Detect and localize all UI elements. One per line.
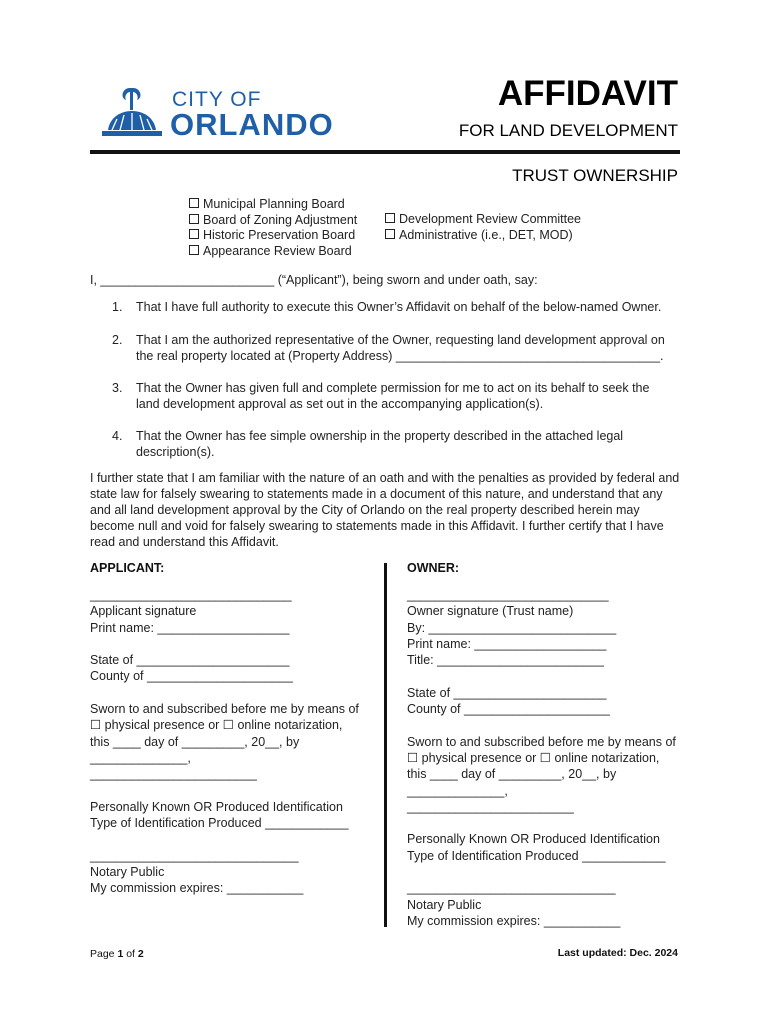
- sworn-by-line-2[interactable]: ________________________: [407, 799, 574, 814]
- notary-public-label: Notary Public: [90, 865, 165, 880]
- statement-text: That the Owner has fee simple ownership in the property described in the attached legal description(s).: [136, 429, 624, 459]
- spacer: [90, 783, 359, 799]
- board-option[interactable]: Municipal Planning Board: [189, 197, 357, 213]
- intro-statement: I, _________________________ (“Applicant”), being sworn and under oath, say:: [90, 273, 538, 287]
- notarization-options[interactable]: ☐ physical presence or ☐ online notarization,: [407, 750, 660, 765]
- sworn-by-line[interactable]: ______________,: [407, 783, 508, 798]
- board-option[interactable]: Administrative (i.e., DET, MOD): [385, 228, 581, 244]
- board-option[interactable]: Appearance Review Board: [189, 244, 357, 260]
- applicant-county[interactable]: County of _____________________: [90, 669, 293, 684]
- column-divider: [384, 563, 387, 927]
- statement-text: That the Owner has given full and complete permission for me to act on its behalf to seek the land development approval as set out in the accompanying application(s).: [136, 381, 650, 411]
- spacer: [407, 717, 676, 733]
- owner-state[interactable]: State of ______________________: [407, 685, 607, 700]
- logo-orlando: ORLANDO: [170, 107, 334, 142]
- applicant-signature-line[interactable]: _____________________________: [90, 588, 292, 602]
- spacer: [90, 685, 359, 701]
- boards-list-right: [385, 212, 581, 243]
- city-logo: [100, 84, 350, 144]
- commission-expires-line[interactable]: My commission expires: ___________: [407, 913, 621, 928]
- applicant-state[interactable]: State of ______________________: [90, 653, 290, 668]
- board-option[interactable]: Development Review Committee: [385, 212, 581, 228]
- page-number: Page 1 of 2: [90, 948, 144, 960]
- board-option[interactable]: Historic Preservation Board: [189, 228, 357, 244]
- header-rule: [90, 150, 680, 154]
- statement-text: That I am the authorized representative of the Owner, requesting land development approval on the real property located at (Property Address) ______________________________________.: [136, 333, 665, 363]
- owner-title[interactable]: Title: ________________________: [407, 653, 604, 668]
- statement-number: 4.: [112, 429, 123, 443]
- owner-county[interactable]: County of _____________________: [407, 702, 610, 717]
- notary-signature-line[interactable]: ______________________________: [407, 881, 616, 896]
- owner-print-name[interactable]: Print name: ___________________: [407, 636, 607, 651]
- checkbox-icon[interactable]: [189, 198, 199, 208]
- sworn-date-line[interactable]: this ____ day of _________, 20__, by: [407, 767, 617, 782]
- certification-paragraph: I further state that I am familiar with the nature of an oath and with the penalties as provided by federal and state law for falsely swearing to statements made in a document of this nature, and understand that any and all land development approval by the City of Orlando on the real property described herein may become null and void for falsely swearing to statements made in this Affidavit. I further certify that I have read and understand this Affidavit.: [90, 471, 680, 549]
- board-option[interactable]: Board of Zoning Adjustment: [189, 213, 357, 229]
- spacer: [90, 636, 359, 652]
- page-title: AFFIDAVIT: [497, 74, 678, 113]
- notary-signature-line[interactable]: ______________________________: [90, 848, 299, 863]
- identification-text: Personally Known OR Produced Identification: [407, 832, 660, 847]
- spacer: [407, 668, 676, 684]
- checkbox-icon[interactable]: [189, 214, 199, 224]
- checkbox-icon[interactable]: [385, 229, 395, 239]
- sworn-date-line[interactable]: this ____ day of _________, 20__, by: [90, 734, 300, 749]
- notary-public-label: Notary Public: [407, 897, 482, 912]
- sworn-by-line-2[interactable]: ________________________: [90, 767, 257, 782]
- spacer: [90, 831, 359, 847]
- spacer: [407, 815, 676, 831]
- orlando-fountain-dome-icon: [100, 84, 166, 140]
- applicant-signature-label: Applicant signature: [90, 604, 197, 619]
- owner-heading: OWNER:: [407, 561, 460, 575]
- applicant-print-name[interactable]: Print name: ___________________: [90, 620, 290, 635]
- sworn-text: Sworn to and subscribed before me by means of: [407, 734, 676, 749]
- section-title: TRUST OWNERSHIP: [512, 166, 678, 185]
- logo-city-of: CITY OF: [172, 88, 262, 111]
- owner-signature-line[interactable]: _____________________________: [407, 588, 609, 602]
- spacer: [407, 864, 676, 880]
- identification-type-line[interactable]: Type of Identification Produced ____________: [407, 848, 666, 863]
- applicant-heading: APPLICANT:: [90, 561, 165, 575]
- statement-number: 1.: [112, 300, 123, 314]
- owner-by-line[interactable]: By: ___________________________: [407, 620, 617, 635]
- owner-block: [407, 587, 676, 929]
- checkbox-icon[interactable]: [189, 229, 199, 239]
- page-subtitle: FOR LAND DEVELOPMENT: [458, 121, 678, 140]
- notarization-options[interactable]: ☐ physical presence or ☐ online notarization,: [90, 718, 343, 733]
- last-updated: Last updated: Dec. 2024: [557, 947, 678, 959]
- owner-signature-label: Owner signature (Trust name): [407, 604, 574, 619]
- commission-expires-line[interactable]: My commission expires: ___________: [90, 881, 304, 896]
- statement-number: 3.: [112, 381, 123, 395]
- sworn-by-line[interactable]: ______________,: [90, 750, 191, 765]
- sworn-text: Sworn to and subscribed before me by means of: [90, 702, 359, 717]
- identification-text: Personally Known OR Produced Identification: [90, 799, 343, 814]
- boards-list-left: [189, 197, 357, 259]
- statement-text: That I have full authority to execute this Owner’s Affidavit on behalf of the below-named Owner.: [136, 300, 662, 314]
- checkbox-icon[interactable]: [189, 245, 199, 255]
- applicant-block: [90, 587, 359, 897]
- checkbox-icon[interactable]: [385, 213, 395, 223]
- identification-type-line[interactable]: Type of Identification Produced ____________: [90, 816, 349, 831]
- statement-number: 2.: [112, 333, 123, 347]
